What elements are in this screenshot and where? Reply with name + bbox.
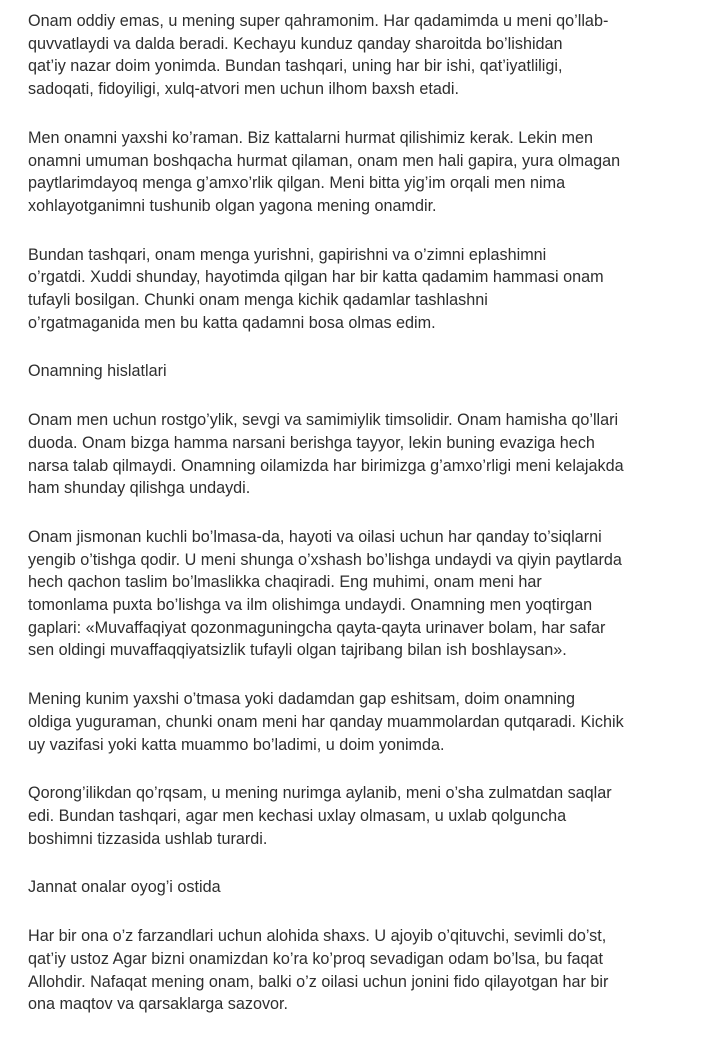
paragraph-love: Men onamni yaxshi ko’raman. Biz kattalarni hurmat qilishimiz kerak. Lekin men onamni umuman boshqacha hurmat qilaman, onam men hali gapira, yura olmagan paytlarimdayoq menga g’amxo’rlik qilgan. Meni bitta yig’im orqali men nima xohlayotganimni tushunib olgan yagona mening onamdir. — [28, 128, 621, 215]
paragraph-intro: Onam oddiy emas, u mening super qahramonim. Har qadamimda u meni qo’llab- quvvatlaydi va dalda beradi. Kechayu kunduz qanday sharoitda bo’lishidan qat’iy nazar doim yonimda. Bundan tashqari, uning har bir ishi, qat’iyatliligi, sadoqati, fidoyiligi, xulq-atvori men uchun ilhom baxsh etadi. — [28, 12, 609, 99]
paragraph-honesty: Onam men uchun rostgo’ylik, sevgi va samimiylik timsolidir. Onam hamisha qo’llari duoda. Onam bizga hamma narsani berishga tayyor, lekin buning evaziga hech narsa talab qilmaydi. Onamning oilamizda har birimizga g’amxo’rligi meni kelajakda ham shunday qilishga undaydi. — [28, 411, 624, 498]
section-heading-paradise: Jannat onalar oyog’i ostida — [28, 878, 221, 897]
paragraph-darkness: Qorong’ilikdan qo’rqsam, u mening nurimga aylanib, meni o’sha zulmatdan saqlar edi. Bundan tashqari, agar men kechasi uxlay olmasam, u uxlab qolguncha boshimni tizzasida ushlab turardi. — [28, 784, 612, 848]
paragraph-strength: Onam jismonan kuchli bo’lmasa-da, hayoti va oilasi uchun har qanday to’siqlarni yengib o’tishga qodir. U meni shunga o’xshash bo’lishga undaydi va qiyin paytlarda hech qachon taslim bo’lmaslikka chaqiradi. Eng muhimi, onam meni har tomonlama puxta bo’lishga va ilm olishimga undaydi. Onamning men yoqtirgan gaplari: «Muvaffaqiyat qozonmaguningcha qayta-qayta urinaver bolam, har safar sen oldingi muvaffaqqiyatsizlik tufayli olgan tajribang bilan ish boshlaysan». — [28, 527, 622, 660]
paragraph-bad-day: Mening kunim yaxshi o’tmasa yoki dadamdan gap eshitsam, doim onamning oldiga yuguraman, chunki onam meni har qanday muammolardan qutqaradi. Kichik uy vazifasi yoki katta muammo bo’ladimi, u doim yonimda. — [28, 690, 624, 754]
paragraph-every-mother: Har bir ona o’z farzandlari uchun alohida shaxs. U ajoyib o’qituvchi, sevimli do’st, qat’iy ustoz Agar bizni onamizdan ko’ra ko’proq sevadigan odam bo’lsa, bu faqat Allohdir. Nafaqat mening onam, balki o’z oilasi uchun jonini fido qilayotgan har bir ona maqtov va qarsaklarga sazovor. — [28, 927, 609, 1014]
section-heading-qualities: Onamning hislatlari — [28, 362, 167, 381]
paragraph-first-steps: Bundan tashqari, onam menga yurishni, gapirishni va o’zimni eplashimni o’rgatdi. Xuddi shunday, hayotimda qilgan har bir katta qadamim hammasi onam tufayli bosilgan. Chunki onam menga kichik qadamlar tashlashni o’rgatmaganida men bu katta qadamni bosa olmas edim. — [28, 245, 604, 332]
